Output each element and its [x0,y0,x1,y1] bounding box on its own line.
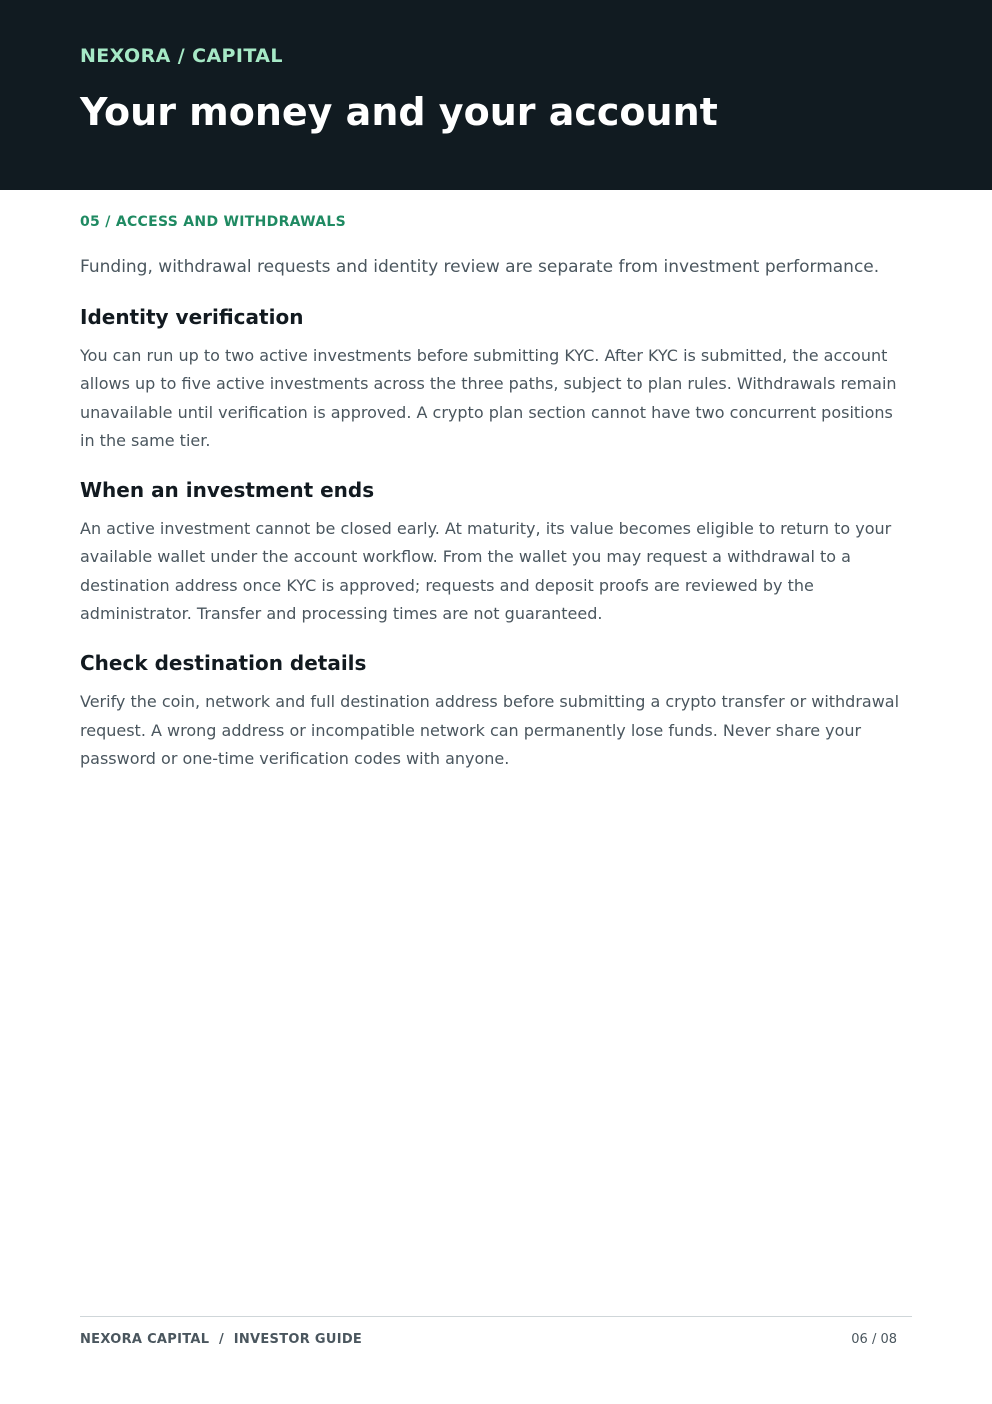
page-header [0,0,992,190]
identity-verification-text: You can run up to two active investments before submitting KYC. After KYC is submitted, the account allows up to five active investments across the three paths, subject to plan rules. Withdrawals remain unavailable until verification is approved. A crypto plan section cannot have two concurrent positions in the same tier. [80,346,897,450]
investment-ends-text: An active investment cannot be closed early. At maturity, its value becomes eligible to return to your available wallet under the account workflow. From the wallet you may request a withdrawal to a destination address once KYC is approved; requests and deposit proofs are reviewed by the administrator. Transfer and processing times are not guaranteed. [80,519,892,624]
footer-divider [80,1316,912,1317]
page-number: 06 / 08 [851,1332,897,1347]
brand-label: NEXORA / CAPITAL [80,45,283,67]
destination-details-text: Verify the coin, network and full destination address before submitting a crypto transfer or withdrawal request. A wrong address or incompatible network can permanently lose funds. Never share your password or one-time verification codes with anyone. [80,692,900,768]
section-intro: Funding, withdrawal requests and identity review are separate from investment performance. [80,257,880,277]
section-label: 05 / ACCESS AND WITHDRAWALS [80,214,347,230]
main-content [80,212,912,773]
identity-verification-heading: Identity verification [80,305,304,329]
destination-details-heading: Check destination details [80,651,367,676]
footer-title: NEXORA CAPITAL / INVESTOR GUIDE [80,1332,363,1347]
page-title: Your money and your account [80,90,718,134]
investment-ends-heading: When an investment ends [80,478,375,503]
